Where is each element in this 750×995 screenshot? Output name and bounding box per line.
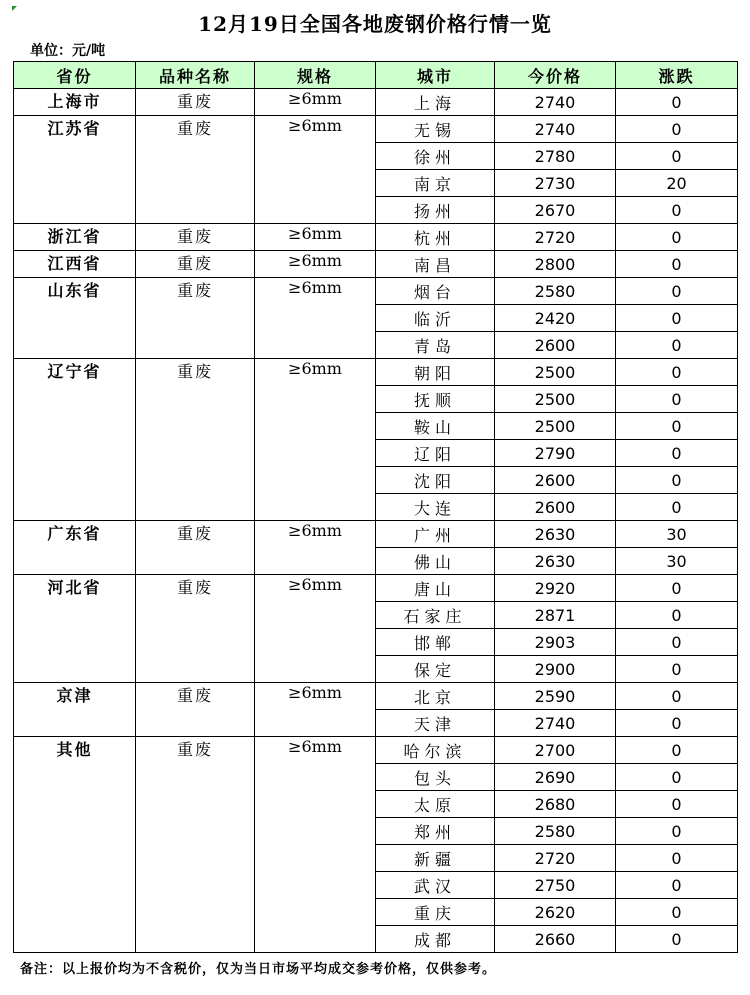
change-cell: 0 bbox=[616, 413, 738, 440]
province-cell: 江西省 bbox=[14, 251, 136, 278]
spec-cell: ≥6mm bbox=[255, 278, 376, 359]
price-cell: 2750 bbox=[495, 872, 616, 899]
table-row bbox=[14, 224, 738, 251]
city-cell: 沈阳 bbox=[376, 467, 495, 494]
city-cell: 郑州 bbox=[376, 818, 495, 845]
price-cell: 2700 bbox=[495, 737, 616, 764]
spec-cell: ≥6mm bbox=[255, 89, 376, 116]
change-cell: 0 bbox=[616, 332, 738, 359]
table-row bbox=[14, 278, 738, 305]
price-cell: 2600 bbox=[495, 467, 616, 494]
city-cell: 青岛 bbox=[376, 332, 495, 359]
change-cell: 20 bbox=[616, 170, 738, 197]
province-cell: 江苏省 bbox=[14, 116, 136, 224]
city-cell: 邯郸 bbox=[376, 629, 495, 656]
footnote: 备注：以上报价均为不含税价，仅为当日市场平均成交参考价格，仅供参考。 bbox=[20, 962, 497, 977]
change-cell: 0 bbox=[616, 89, 738, 116]
price-cell: 2620 bbox=[495, 899, 616, 926]
spec-cell: ≥6mm bbox=[255, 737, 376, 953]
price-cell: 2720 bbox=[495, 224, 616, 251]
price-cell: 2720 bbox=[495, 845, 616, 872]
change-cell: 0 bbox=[616, 737, 738, 764]
city-cell: 杭州 bbox=[376, 224, 495, 251]
city-cell: 上海 bbox=[376, 89, 495, 116]
change-cell: 0 bbox=[616, 440, 738, 467]
change-cell: 0 bbox=[616, 926, 738, 953]
change-cell: 0 bbox=[616, 224, 738, 251]
city-cell: 佛山 bbox=[376, 548, 495, 575]
table-row bbox=[14, 521, 738, 548]
change-cell: 0 bbox=[616, 710, 738, 737]
table-row bbox=[14, 683, 738, 710]
province-cell: 上海市 bbox=[14, 89, 136, 116]
price-cell: 2600 bbox=[495, 332, 616, 359]
city-cell: 南昌 bbox=[376, 251, 495, 278]
type-cell: 重废 bbox=[136, 89, 255, 116]
price-cell: 2920 bbox=[495, 575, 616, 602]
price-table bbox=[13, 61, 738, 953]
change-cell: 0 bbox=[616, 791, 738, 818]
price-cell: 2420 bbox=[495, 305, 616, 332]
spec-cell: ≥6mm bbox=[255, 521, 376, 575]
price-cell: 2780 bbox=[495, 143, 616, 170]
city-cell: 烟台 bbox=[376, 278, 495, 305]
province-cell: 辽宁省 bbox=[14, 359, 136, 521]
price-cell: 2690 bbox=[495, 764, 616, 791]
city-cell: 武汉 bbox=[376, 872, 495, 899]
change-cell: 0 bbox=[616, 899, 738, 926]
price-cell: 2903 bbox=[495, 629, 616, 656]
city-cell: 太原 bbox=[376, 791, 495, 818]
price-cell: 2580 bbox=[495, 278, 616, 305]
change-cell: 0 bbox=[616, 764, 738, 791]
change-cell: 0 bbox=[616, 575, 738, 602]
header-spec: 规格 bbox=[255, 62, 376, 89]
province-cell: 其他 bbox=[14, 737, 136, 953]
change-cell: 0 bbox=[616, 467, 738, 494]
change-cell: 0 bbox=[616, 602, 738, 629]
price-cell: 2630 bbox=[495, 521, 616, 548]
change-cell: 0 bbox=[616, 386, 738, 413]
price-cell: 2740 bbox=[495, 89, 616, 116]
header-type: 品种名称 bbox=[136, 62, 255, 89]
city-cell: 哈尔滨 bbox=[376, 737, 495, 764]
change-cell: 0 bbox=[616, 305, 738, 332]
table-row bbox=[14, 251, 738, 278]
city-cell: 临沂 bbox=[376, 305, 495, 332]
price-cell: 2580 bbox=[495, 818, 616, 845]
price-cell: 2740 bbox=[495, 116, 616, 143]
province-cell: 浙江省 bbox=[14, 224, 136, 251]
province-cell: 河北省 bbox=[14, 575, 136, 683]
type-cell: 重废 bbox=[136, 359, 255, 521]
table-row bbox=[14, 89, 738, 116]
spec-cell: ≥6mm bbox=[255, 224, 376, 251]
change-cell: 0 bbox=[616, 251, 738, 278]
header-city: 城市 bbox=[376, 62, 495, 89]
province-cell: 山东省 bbox=[14, 278, 136, 359]
change-cell: 0 bbox=[616, 116, 738, 143]
city-cell: 保定 bbox=[376, 656, 495, 683]
page-title: 12月19日全国各地废钢价格行情一览 bbox=[198, 12, 552, 36]
city-cell: 鞍山 bbox=[376, 413, 495, 440]
city-cell: 朝阳 bbox=[376, 359, 495, 386]
change-cell: 0 bbox=[616, 143, 738, 170]
type-cell: 重废 bbox=[136, 116, 255, 224]
change-cell: 30 bbox=[616, 548, 738, 575]
header-change: 涨跌 bbox=[616, 62, 738, 89]
price-cell: 2670 bbox=[495, 197, 616, 224]
change-cell: 0 bbox=[616, 818, 738, 845]
type-cell: 重废 bbox=[136, 521, 255, 575]
city-cell: 包头 bbox=[376, 764, 495, 791]
province-cell: 京津 bbox=[14, 683, 136, 737]
city-cell: 唐山 bbox=[376, 575, 495, 602]
city-cell: 成都 bbox=[376, 926, 495, 953]
city-cell: 天津 bbox=[376, 710, 495, 737]
spec-cell: ≥6mm bbox=[255, 359, 376, 521]
type-cell: 重废 bbox=[136, 737, 255, 953]
type-cell: 重废 bbox=[136, 251, 255, 278]
city-cell: 无锡 bbox=[376, 116, 495, 143]
price-cell: 2800 bbox=[495, 251, 616, 278]
price-cell: 2871 bbox=[495, 602, 616, 629]
city-cell: 北京 bbox=[376, 683, 495, 710]
price-cell: 2900 bbox=[495, 656, 616, 683]
city-cell: 石家庄 bbox=[376, 602, 495, 629]
price-cell: 2730 bbox=[495, 170, 616, 197]
table-row bbox=[14, 116, 738, 143]
type-cell: 重废 bbox=[136, 224, 255, 251]
header-price: 今价格 bbox=[495, 62, 616, 89]
change-cell: 0 bbox=[616, 683, 738, 710]
change-cell: 0 bbox=[616, 629, 738, 656]
type-cell: 重废 bbox=[136, 575, 255, 683]
city-cell: 南京 bbox=[376, 170, 495, 197]
price-cell: 2740 bbox=[495, 710, 616, 737]
change-cell: 0 bbox=[616, 845, 738, 872]
province-cell: 广东省 bbox=[14, 521, 136, 575]
city-cell: 徐州 bbox=[376, 143, 495, 170]
type-cell: 重废 bbox=[136, 278, 255, 359]
change-cell: 0 bbox=[616, 359, 738, 386]
change-cell: 0 bbox=[616, 656, 738, 683]
spec-cell: ≥6mm bbox=[255, 116, 376, 224]
price-cell: 2500 bbox=[495, 413, 616, 440]
spec-cell: ≥6mm bbox=[255, 683, 376, 737]
spec-cell: ≥6mm bbox=[255, 575, 376, 683]
header-row bbox=[14, 62, 738, 89]
change-cell: 30 bbox=[616, 521, 738, 548]
city-cell: 新疆 bbox=[376, 845, 495, 872]
change-cell: 0 bbox=[616, 494, 738, 521]
price-cell: 2660 bbox=[495, 926, 616, 953]
price-cell: 2600 bbox=[495, 494, 616, 521]
price-cell: 2630 bbox=[495, 548, 616, 575]
price-cell: 2680 bbox=[495, 791, 616, 818]
table-row bbox=[14, 737, 738, 764]
change-cell: 0 bbox=[616, 872, 738, 899]
header-province: 省份 bbox=[14, 62, 136, 89]
unit-label: 单位：元/吨 bbox=[30, 43, 106, 59]
table-row bbox=[14, 575, 738, 602]
price-cell: 2590 bbox=[495, 683, 616, 710]
city-cell: 辽阳 bbox=[376, 440, 495, 467]
spec-cell: ≥6mm bbox=[255, 251, 376, 278]
price-cell: 2500 bbox=[495, 359, 616, 386]
city-cell: 广州 bbox=[376, 521, 495, 548]
city-cell: 抚顺 bbox=[376, 386, 495, 413]
change-cell: 0 bbox=[616, 278, 738, 305]
city-cell: 大连 bbox=[376, 494, 495, 521]
price-cell: 2790 bbox=[495, 440, 616, 467]
change-cell: 0 bbox=[616, 197, 738, 224]
city-cell: 扬州 bbox=[376, 197, 495, 224]
price-cell: 2500 bbox=[495, 386, 616, 413]
type-cell: 重废 bbox=[136, 683, 255, 737]
city-cell: 重庆 bbox=[376, 899, 495, 926]
table-row bbox=[14, 359, 738, 386]
